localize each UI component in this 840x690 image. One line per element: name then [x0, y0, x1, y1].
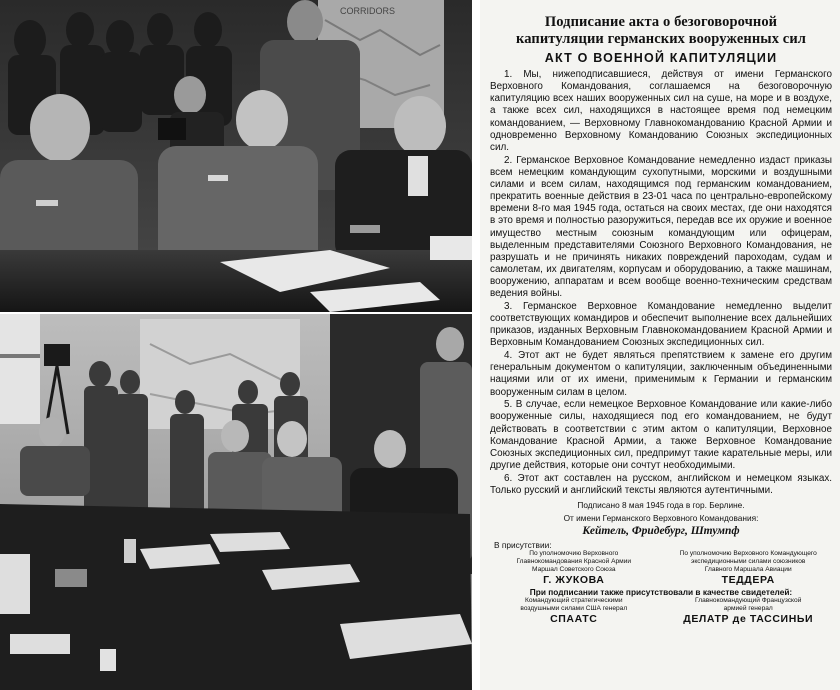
soviet-authority-2: Главнокомандования Красной Армии [516, 557, 632, 565]
paragraph-2: 2. Германское Верховное Командование немедленно издаст приказы всем немецким командующим сухопутными, морскими и воздушными силами и всем силам, находящимся под германским командованием, прекратить военные действия в 23-01 часа по центрально-европейскому времени 8-го мая 1945 года, остаться на своих местах, где они находятся в это время и полностью разоружиться, передав все их оружие и военное имущество местным союзным командующим или офицерам, выделенным представителями Союзного Верховного Командования, не разрушать и не причинять никаких повреждений пароходам, судам и самолетам, их двигателям, корпусам и оборудованию, а также машинам, вооружению, аппаратам и всем вообще военно-техническим средствам ведения войны. [490, 154, 832, 300]
us-witness-title-1: Командующий стратегическими [525, 596, 623, 604]
witness-signers [490, 597, 832, 625]
us-witness-name: СПААТС [550, 612, 598, 625]
soviet-authority-1: По уполномочию Верховного [529, 549, 619, 557]
conference-table [0, 504, 472, 690]
document-title-line-1: Подписание акта о безоговорочной [544, 14, 778, 30]
soviet-signer [490, 550, 658, 586]
signature-block [490, 500, 832, 625]
signing-photo-top [0, 0, 472, 312]
allied-authority-2: экспедиционными силами союзников [690, 557, 806, 565]
allied-signers [490, 550, 832, 586]
soviet-signer-name: Г. ЖУКОВА [543, 573, 605, 586]
capitulation-document [480, 0, 840, 690]
german-signers: Кейтель, Фридебург, Штумпф [582, 524, 740, 537]
allied-expeditionary-signer [664, 550, 832, 586]
soviet-authority-3: Маршал Советского Союза [532, 565, 616, 573]
paragraph-3: 3. Германское Верховное Командование немедленно выделит соответствующих командиров и обеспечит выполнение всех дальнейших приказов, изданных Верховным Главнокомандованием Красной Армии и Верховным Командованием Союзных экспедиционных сил. [490, 300, 832, 349]
paragraph-5: 5. В случае, если немецкое Верховное Командование или какие-либо вооруженные силы, находящиеся под его командованием, не будут действовать в соответствии с этим актом о капитуляции, Верховное Командование Красной Армии, а также Верховное Командование Союзных экспедиционных сил, предпримут такие карательные меры, или другие действия, которые они сочтут необходимыми. [490, 399, 832, 471]
signed-date-line: Подписано 8 мая 1945 года в гор. Берлине. [577, 499, 745, 510]
wall-map-label: CORRIDORS [340, 6, 396, 16]
signing-scene-top [0, 0, 472, 312]
allied-signer-name: ТЕДДЕРА [721, 573, 775, 586]
french-witness-title-1: Главнокомандующий Французской [695, 596, 802, 604]
document-title [490, 14, 832, 48]
paragraph-1: 1. Мы, нижеподписавшиеся, действуя от имени Германского Верховного Командования, соглашаемся на безоговорочную капитуляцию всех наших вооруженных сил на суше, на море и в воздухе, а также всех сил, находящихся в настоящее время под немецким командованием, — Верховному Главнокомандованию Красной Армии и одновременно Верховному Командованию Союзных экспедиционных сил. [490, 69, 832, 153]
document-title-line-2: капитуляции германских вооруженных сил [515, 31, 807, 47]
document-subtitle: АКТ О ВОЕННОЙ КАПИТУЛЯЦИИ [544, 51, 778, 65]
allied-authority-1: По уполномочию Верховного Командующего [679, 549, 817, 557]
paragraph-4: 4. Этот акт не будет являться препятствием к замене его другим генеральным документом о капитуляции, заключенным объединенными нациями или от их имени, применимым к Германии и германским вооруженным силам в целом. [490, 350, 832, 398]
signing-photo-bottom [0, 314, 472, 690]
french-witness-name: ДЕЛАТР де ТАССИНЬИ [683, 612, 814, 625]
us-witness-title-2: воздушными силами США генерал [520, 604, 628, 612]
paragraph-6: 6. Этот акт составлен на русском, английском и немецком языках. Только русский и английский тексты являются аутентичными. [490, 472, 832, 496]
signing-scene-bottom [0, 314, 472, 690]
french-witness-title-2: армией генерал [723, 604, 773, 612]
french-witness [664, 597, 832, 625]
allied-authority-3: Главного Маршала Авиации [704, 565, 792, 573]
presence-label: В присутствии: [494, 539, 552, 550]
on-behalf-line: От имени Германского Верховного Командования: [563, 512, 759, 523]
witnesses-label: При подписании также присутствовали в качестве свидетелей: [529, 586, 793, 597]
us-witness [490, 597, 658, 625]
